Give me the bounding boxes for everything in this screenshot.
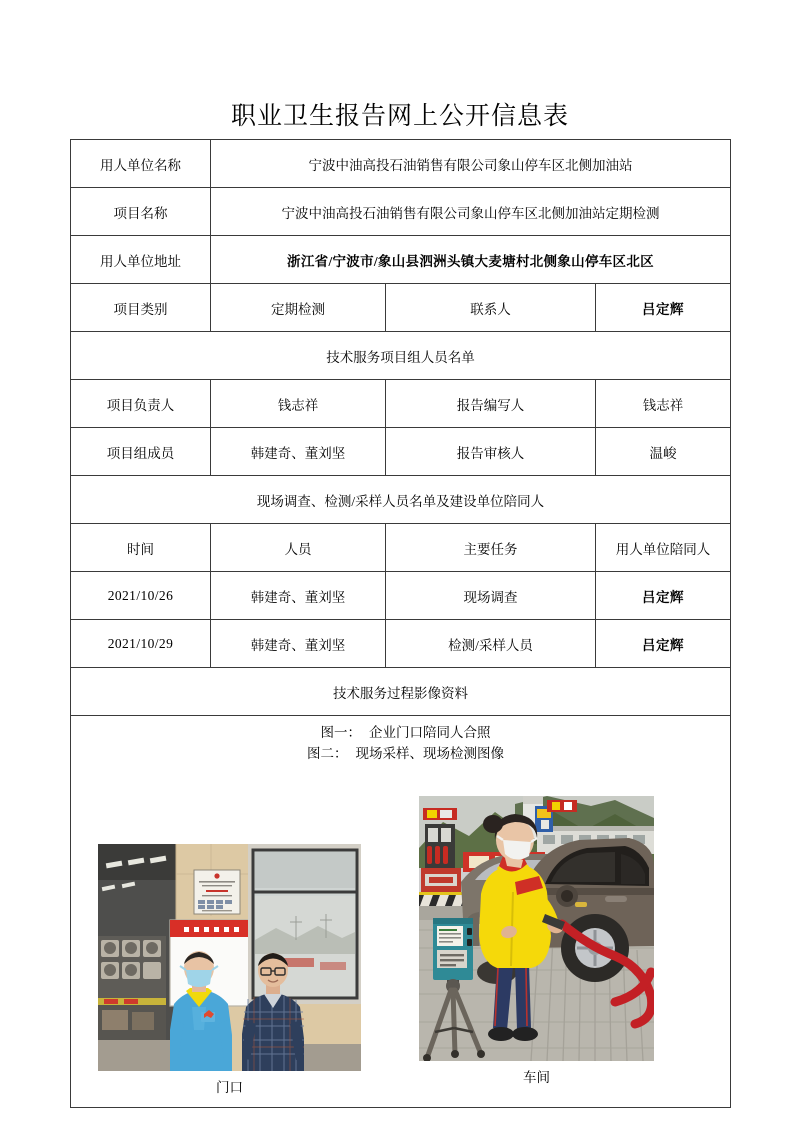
table-row-employer-address [71,236,731,284]
table-row-project-type [71,284,731,332]
column-header-task: 主要任务 [386,524,596,572]
table-row [71,572,731,620]
photo-workshop-caption: 车间 [523,1070,550,1085]
survey-time: 2021/10/26 [71,572,211,620]
survey-time: 2021/10/29 [71,620,211,668]
photo-workshop-scene [419,796,654,1061]
info-table [70,139,731,1108]
table-row-employer-name [71,140,731,188]
survey-task: 现场调查 [386,572,596,620]
page-title: 职业卫生报告网上公开信息表 [230,103,569,130]
media-section-title: 技术服务过程影像资料 [71,668,731,716]
photo-entrance-caption: 门口 [216,1080,243,1095]
media-caption-line-2 [71,743,730,764]
report-reviewer-label: 报告审核人 [386,428,596,476]
employer-name-value: 宁波中油高投石油销售有限公司象山停车区北侧加油站 [211,140,731,188]
table-row-media-section [71,668,731,716]
table-row-media [71,716,731,1108]
photo-workshop [419,796,654,1061]
table-row-survey-header [71,524,731,572]
employer-address-label: 用人单位地址 [71,236,211,284]
report-writer-value: 钱志祥 [596,380,731,428]
survey-personnel: 韩建奇、董刘坚 [211,572,386,620]
media-caption-line-1 [71,716,730,743]
survey-section-title: 现场调查、检测/采样人员名单及建设单位陪同人 [71,476,731,524]
survey-accompanier: 吕定辉 [596,620,731,668]
media-caption-index: 图一： [320,725,361,740]
table-row-project-leader [71,380,731,428]
team-members-value: 韩建奇、董刘坚 [211,428,386,476]
team-section-title: 技术服务项目组人员名单 [71,332,731,380]
media-caption-text: 企业门口陪同人合照 [369,725,491,740]
media-photos-area [71,764,730,1107]
table-row-survey-section [71,476,731,524]
employer-address-value: 浙江省/宁波市/象山县泗洲头镇大麦塘村北侧象山停车区北区 [211,236,731,284]
table-row-project-name [71,188,731,236]
media-cell [71,716,731,1108]
photo-entrance [98,844,361,1071]
media-caption-index: 图二： [307,746,348,761]
contact-value: 吕定辉 [596,284,731,332]
report-reviewer-value: 温峻 [596,428,731,476]
photo-entrance-scene [98,844,361,1071]
column-header-accompanier: 用人单位陪同人 [596,524,731,572]
survey-personnel: 韩建奇、董刘坚 [211,620,386,668]
team-members-label: 项目组成员 [71,428,211,476]
project-leader-label: 项目负责人 [71,380,211,428]
table-row-team-members [71,428,731,476]
project-name-value: 宁波中油高投石油销售有限公司象山停车区北侧加油站定期检测 [211,188,731,236]
project-name-label: 项目名称 [71,188,211,236]
table-row-team-section [71,332,731,380]
employer-name-label: 用人单位名称 [71,140,211,188]
contact-label: 联系人 [386,284,596,332]
table-row [71,620,731,668]
column-header-time: 时间 [71,524,211,572]
report-writer-label: 报告编写人 [386,380,596,428]
column-header-personnel: 人员 [211,524,386,572]
project-leader-value: 钱志祥 [211,380,386,428]
project-type-label: 项目类别 [71,284,211,332]
media-caption-text: 现场采样、现场检测图像 [355,746,504,761]
project-type-value: 定期检测 [211,284,386,332]
survey-accompanier: 吕定辉 [596,572,731,620]
survey-task: 检测/采样人员 [386,620,596,668]
